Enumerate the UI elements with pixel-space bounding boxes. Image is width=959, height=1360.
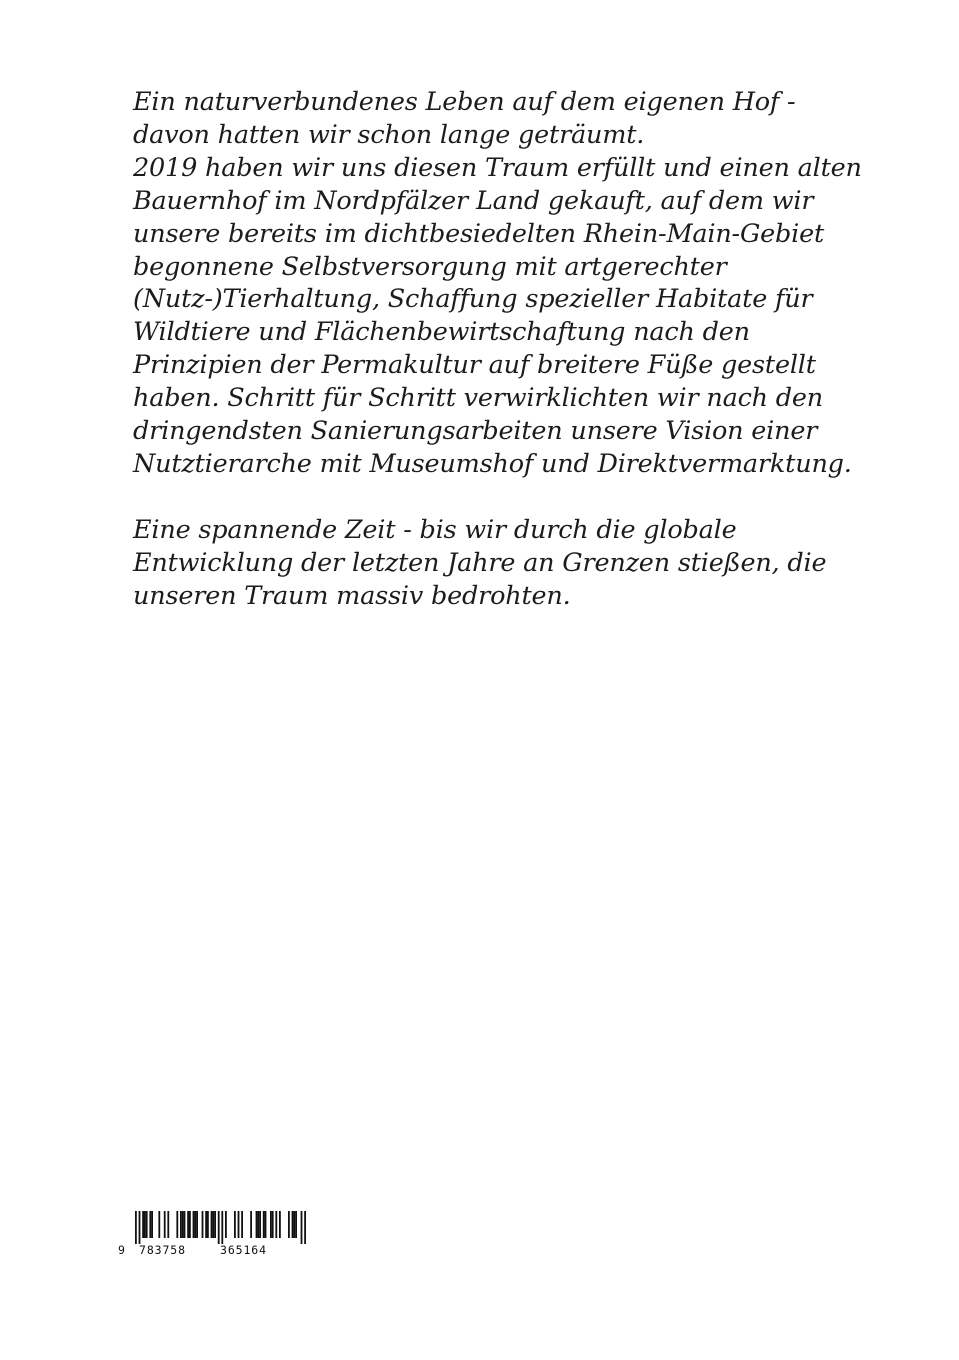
barcode-bar (241, 1211, 243, 1238)
barcode-bar (158, 1211, 160, 1238)
text-line: begonnene Selbstversorgung mit artgerechter (133, 251, 727, 282)
barcode-bar (214, 1211, 216, 1238)
barcode-bar (184, 1211, 186, 1238)
barcode-bar (212, 1211, 214, 1238)
barcode-bar (234, 1211, 236, 1238)
barcode-first-digit: 9 (118, 1243, 126, 1257)
barcode-bar (205, 1211, 207, 1238)
barcode-bar (288, 1211, 290, 1238)
barcode-bar (180, 1211, 182, 1238)
barcode-bar (167, 1211, 169, 1238)
barcode-bar (189, 1211, 191, 1238)
barcode-bar (257, 1211, 259, 1238)
text-line: Entwicklung der letzten Jahre an Grenzen stießen, die (133, 547, 827, 578)
barcode-bar (270, 1211, 272, 1238)
barcode-bar (265, 1211, 267, 1238)
barcode-bar (225, 1211, 227, 1238)
barcode-bar (176, 1211, 178, 1238)
text-line: (Nutz-)Tierhaltung, Schaffung spezieller Habitate für (133, 284, 813, 315)
text-line: Wildtiere und Flächenbewirtschaftung nach den (133, 317, 750, 348)
barcode-bar (207, 1211, 209, 1238)
barcode-bar (144, 1211, 146, 1238)
text-line: Eine spannende Zeit - bis wir durch die globale (133, 514, 737, 545)
barcode-guard-bar (218, 1211, 220, 1244)
barcode-bar (151, 1211, 153, 1238)
barcode-bar (149, 1211, 151, 1238)
barcode-bars (118, 1211, 308, 1245)
text-line: dringendsten Sanierungsarbeiten unsere Vision einer (133, 416, 818, 447)
text-line: Bauernhof im Nordpfälzer Land gekauft, auf dem wir (133, 185, 814, 216)
text-line: 2019 haben wir uns diesen Traum erfüllt und einen alten (133, 152, 862, 183)
text-line: Ein naturverbundenes Leben auf dem eigenen Hof - (133, 87, 796, 117)
barcode-bar (250, 1211, 252, 1238)
text-line: unseren Traum massiv bedrohten. (133, 580, 571, 611)
back-cover-text (133, 86, 893, 612)
barcode-bar (292, 1211, 294, 1238)
barcode-guard-bar (221, 1211, 223, 1244)
text-line: davon hatten wir schon lange geträumt. (133, 119, 645, 150)
barcode-bar (211, 1211, 213, 1238)
text-line: Nutztierarche mit Museumshof und Direktvermarktung. (133, 448, 852, 479)
barcode-bar (259, 1211, 261, 1238)
paragraph-1 (133, 86, 893, 481)
barcode-bar (238, 1211, 240, 1238)
barcode-bar (187, 1211, 189, 1238)
paragraph-2 (133, 514, 893, 613)
barcode-guard-bar (304, 1211, 306, 1244)
barcode-guard-bar (139, 1211, 141, 1244)
paragraph-spacer (133, 481, 893, 514)
barcode-bar (193, 1211, 195, 1238)
barcode-bar (263, 1211, 265, 1238)
barcode-left-digits: 783758 (139, 1243, 186, 1257)
text-line: haben. Schritt für Schritt verwirklichten wir nach den (133, 383, 824, 414)
isbn-barcode (118, 1211, 308, 1261)
barcode-bar (293, 1211, 295, 1238)
barcode-bar (164, 1211, 166, 1238)
barcode-bar (194, 1211, 196, 1238)
barcode-bar (202, 1211, 204, 1238)
barcode-bar (272, 1211, 274, 1238)
barcode-bar (279, 1211, 281, 1238)
text-line: Prinzipien der Permakultur auf breitere Füße gestellt (133, 350, 816, 381)
barcode-guard-bar (301, 1211, 303, 1244)
text-line: unsere bereits im dichtbesiedelten Rhein-Main-Gebiet (133, 218, 825, 249)
barcode-bar (196, 1211, 198, 1238)
barcode-bar (182, 1211, 184, 1238)
barcode-bar (256, 1211, 258, 1238)
barcode-guard-bar (135, 1211, 137, 1244)
barcode-bar (295, 1211, 297, 1238)
barcode-right-digits: 365164 (220, 1243, 267, 1257)
barcode-bar (275, 1211, 277, 1238)
barcode-bar (146, 1211, 148, 1238)
barcode-bar (142, 1211, 144, 1238)
